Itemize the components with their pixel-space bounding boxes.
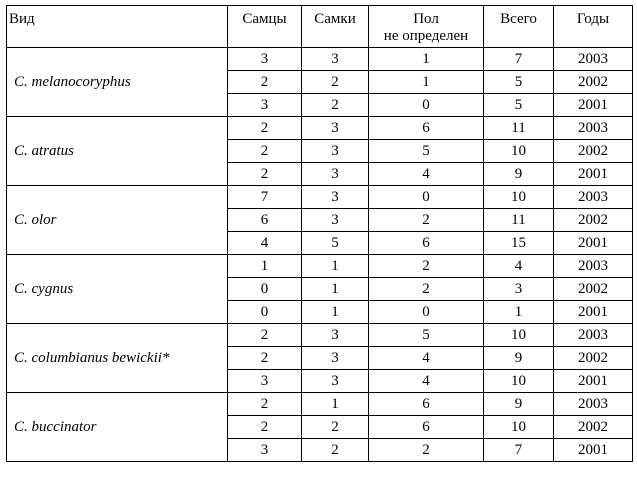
table-row — [7, 117, 633, 140]
total-cell: 10 — [484, 140, 554, 163]
males-cell: 2 — [228, 140, 302, 163]
males-cell: 4 — [228, 232, 302, 255]
year-cell: 2002 — [554, 278, 633, 301]
total-cell: 3 — [484, 278, 554, 301]
unsexed-cell: 5 — [369, 140, 484, 163]
year-cell: 2002 — [554, 347, 633, 370]
females-cell: 5 — [302, 232, 369, 255]
unsexed-cell: 2 — [369, 209, 484, 232]
year-cell: 2003 — [554, 255, 633, 278]
species-cell: C. columbianus bewickii* — [7, 324, 228, 393]
unsexed-cell: 6 — [369, 232, 484, 255]
header-males: Самцы — [228, 6, 302, 48]
total-cell: 10 — [484, 416, 554, 439]
females-cell: 3 — [302, 140, 369, 163]
year-cell: 2001 — [554, 94, 633, 117]
year-cell: 2003 — [554, 393, 633, 416]
total-cell: 10 — [484, 370, 554, 393]
table-header — [7, 6, 633, 48]
females-cell: 2 — [302, 94, 369, 117]
unsexed-cell: 2 — [369, 439, 484, 462]
females-cell: 1 — [302, 301, 369, 324]
unsexed-cell: 6 — [369, 393, 484, 416]
table-body — [7, 48, 633, 462]
species-cell: C. melanocoryphus — [7, 48, 228, 117]
males-cell: 6 — [228, 209, 302, 232]
header-unsexed — [369, 6, 484, 48]
females-cell: 2 — [302, 439, 369, 462]
males-cell: 2 — [228, 163, 302, 186]
males-cell: 3 — [228, 370, 302, 393]
females-cell: 3 — [302, 209, 369, 232]
unsexed-cell: 2 — [369, 278, 484, 301]
year-cell: 2002 — [554, 140, 633, 163]
unsexed-cell: 1 — [369, 71, 484, 94]
year-cell: 2001 — [554, 232, 633, 255]
year-cell: 2003 — [554, 117, 633, 140]
unsexed-cell: 5 — [369, 324, 484, 347]
table-row — [7, 324, 633, 347]
year-cell: 2003 — [554, 186, 633, 209]
males-cell: 2 — [228, 117, 302, 140]
males-cell: 7 — [228, 186, 302, 209]
males-cell: 2 — [228, 324, 302, 347]
unsexed-cell: 0 — [369, 94, 484, 117]
year-cell: 2002 — [554, 209, 633, 232]
total-cell: 10 — [484, 324, 554, 347]
females-cell: 3 — [302, 347, 369, 370]
unsexed-cell: 2 — [369, 255, 484, 278]
unsexed-cell: 4 — [369, 347, 484, 370]
swan-population-table — [6, 5, 633, 462]
females-cell: 1 — [302, 393, 369, 416]
males-cell: 3 — [228, 48, 302, 71]
species-cell: C. atratus — [7, 117, 228, 186]
unsexed-cell: 0 — [369, 301, 484, 324]
year-cell: 2003 — [554, 48, 633, 71]
year-cell: 2001 — [554, 370, 633, 393]
females-cell: 3 — [302, 324, 369, 347]
males-cell: 2 — [228, 71, 302, 94]
females-cell: 2 — [302, 416, 369, 439]
total-cell: 11 — [484, 209, 554, 232]
total-cell: 11 — [484, 117, 554, 140]
total-cell: 9 — [484, 347, 554, 370]
species-cell: C. cygnus — [7, 255, 228, 324]
females-cell: 3 — [302, 186, 369, 209]
table-row — [7, 186, 633, 209]
females-cell: 1 — [302, 278, 369, 301]
males-cell: 3 — [228, 439, 302, 462]
males-cell: 3 — [228, 94, 302, 117]
total-cell: 9 — [484, 163, 554, 186]
total-cell: 9 — [484, 393, 554, 416]
males-cell: 1 — [228, 255, 302, 278]
males-cell: 2 — [228, 416, 302, 439]
species-cell: C. olor — [7, 186, 228, 255]
year-cell: 2001 — [554, 163, 633, 186]
females-cell: 3 — [302, 48, 369, 71]
males-cell: 2 — [228, 347, 302, 370]
unsexed-cell: 4 — [369, 163, 484, 186]
total-cell: 7 — [484, 439, 554, 462]
year-cell: 2002 — [554, 71, 633, 94]
year-cell: 2001 — [554, 439, 633, 462]
year-cell: 2003 — [554, 324, 633, 347]
males-cell: 2 — [228, 393, 302, 416]
header-females: Самки — [302, 6, 369, 48]
females-cell: 3 — [302, 117, 369, 140]
total-cell: 7 — [484, 48, 554, 71]
total-cell: 10 — [484, 186, 554, 209]
total-cell: 15 — [484, 232, 554, 255]
header-years: Годы — [554, 6, 633, 48]
header-unsexed-line2: не определен — [383, 28, 469, 44]
total-cell: 5 — [484, 94, 554, 117]
females-cell: 2 — [302, 71, 369, 94]
year-cell: 2002 — [554, 416, 633, 439]
table-row — [7, 393, 633, 416]
unsexed-cell: 0 — [369, 186, 484, 209]
header-species: Вид — [7, 6, 228, 48]
males-cell: 0 — [228, 301, 302, 324]
unsexed-cell: 6 — [369, 117, 484, 140]
table-row — [7, 48, 633, 71]
header-total: Всего — [484, 6, 554, 48]
females-cell: 3 — [302, 370, 369, 393]
header-unsexed-line1: Пол — [413, 11, 439, 27]
females-cell: 1 — [302, 255, 369, 278]
species-cell: C. buccinator — [7, 393, 228, 462]
unsexed-cell: 4 — [369, 370, 484, 393]
total-cell: 1 — [484, 301, 554, 324]
table-row — [7, 255, 633, 278]
total-cell: 5 — [484, 71, 554, 94]
males-cell: 0 — [228, 278, 302, 301]
females-cell: 3 — [302, 163, 369, 186]
year-cell: 2001 — [554, 301, 633, 324]
total-cell: 4 — [484, 255, 554, 278]
header-row — [7, 6, 633, 48]
unsexed-cell: 1 — [369, 48, 484, 71]
unsexed-cell: 6 — [369, 416, 484, 439]
